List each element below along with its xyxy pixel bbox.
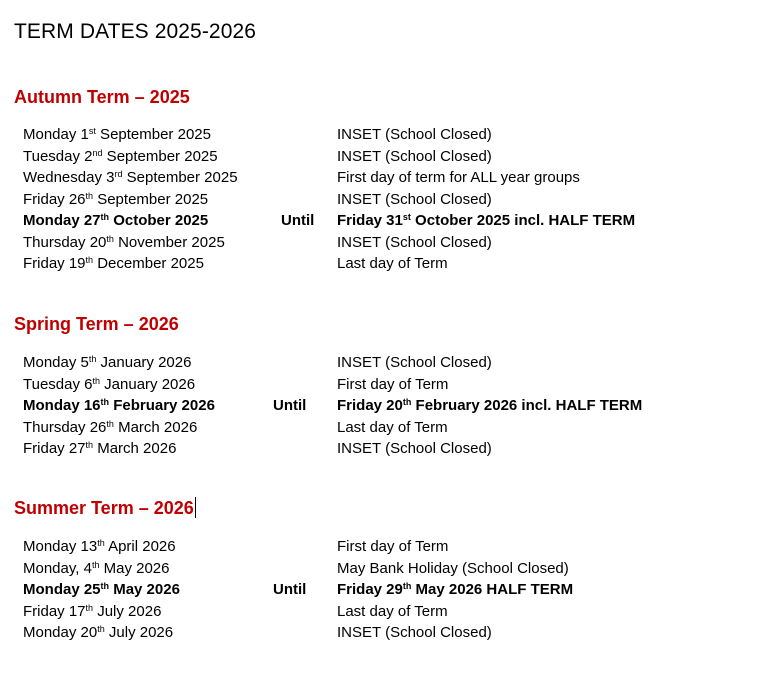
term-row [23, 536, 723, 558]
row-date: Monday 5th January 2026 [23, 354, 192, 371]
row-event: INSET (School Closed) [337, 126, 492, 143]
row-event: May Bank Holiday (School Closed) [337, 559, 569, 577]
term-row [23, 622, 723, 644]
term-row [23, 438, 723, 460]
row-event: INSET (School Closed) [337, 624, 492, 641]
term-row [23, 352, 723, 374]
row-event: INSET (School Closed) [337, 354, 492, 371]
row-date: Thursday 26th March 2026 [23, 418, 198, 436]
term-row [23, 374, 723, 396]
row-date: Monday 25th May 2026 [23, 581, 180, 598]
summer-term-heading-text: Summer Term – 2026 [14, 498, 194, 518]
row-date: Monday, 4th May 2026 [23, 559, 170, 577]
row-event: INSET (School Closed) [337, 440, 492, 457]
until-label: Until [281, 212, 315, 229]
document-title: TERM DATES 2025-2026 [14, 20, 257, 43]
term-row [23, 232, 723, 254]
term-row [23, 417, 723, 439]
half-term-row [23, 579, 723, 601]
summer-term-heading[interactable] [14, 497, 196, 519]
row-date: Friday 26th September 2025 [23, 190, 209, 208]
term-row [23, 167, 723, 189]
autumn-term-rows [23, 124, 723, 275]
row-event: Last day of Term [337, 418, 448, 436]
row-event: Friday 31st October 2025 incl. HALF TERM [337, 212, 636, 229]
row-event: First day of Term [337, 375, 449, 393]
row-event: INSET (School Closed) [337, 233, 492, 251]
row-date: Monday 16th February 2026 [23, 397, 215, 414]
until-label: Until [273, 397, 307, 414]
row-date: Monday 13th April 2026 [23, 538, 176, 555]
row-date: Friday 19th December 2025 [23, 255, 204, 272]
row-date: Friday 27th March 2026 [23, 440, 177, 457]
row-event: INSET (School Closed) [337, 147, 492, 165]
row-event: Last day of Term [337, 255, 448, 272]
row-event: Last day of Term [337, 602, 448, 620]
term-row [23, 189, 723, 211]
row-event: Friday 20th February 2026 incl. HALF TERM [337, 397, 643, 414]
term-row [23, 601, 723, 623]
half-term-row [23, 395, 723, 417]
row-event: First day of term for ALL year groups [337, 169, 580, 186]
half-term-row [23, 210, 723, 232]
text-cursor [195, 497, 196, 518]
until-label: Until [273, 581, 307, 598]
spring-term-rows [23, 352, 723, 460]
summer-term-rows [23, 536, 723, 644]
row-date: Tuesday 6th January 2026 [23, 375, 196, 393]
row-date: Thursday 20th November 2025 [23, 233, 225, 251]
term-row [23, 124, 723, 146]
row-date: Wednesday 3rd September 2025 [23, 169, 238, 186]
row-event: First day of Term [337, 538, 449, 555]
spring-term-heading: Spring Term – 2026 [14, 314, 179, 334]
term-row [23, 558, 723, 580]
row-event: Friday 29th May 2026 HALF TERM [337, 581, 574, 598]
row-date: Monday 20th July 2026 [23, 624, 174, 641]
term-row [23, 253, 723, 275]
row-date: Friday 17th July 2026 [23, 602, 162, 620]
row-date: Monday 1st September 2025 [23, 126, 211, 143]
term-row [23, 146, 723, 168]
row-date: Tuesday 2nd September 2025 [23, 147, 218, 165]
autumn-term-heading: Autumn Term – 2025 [14, 87, 190, 107]
row-event: INSET (School Closed) [337, 190, 492, 208]
row-date: Monday 27th October 2025 [23, 212, 209, 229]
